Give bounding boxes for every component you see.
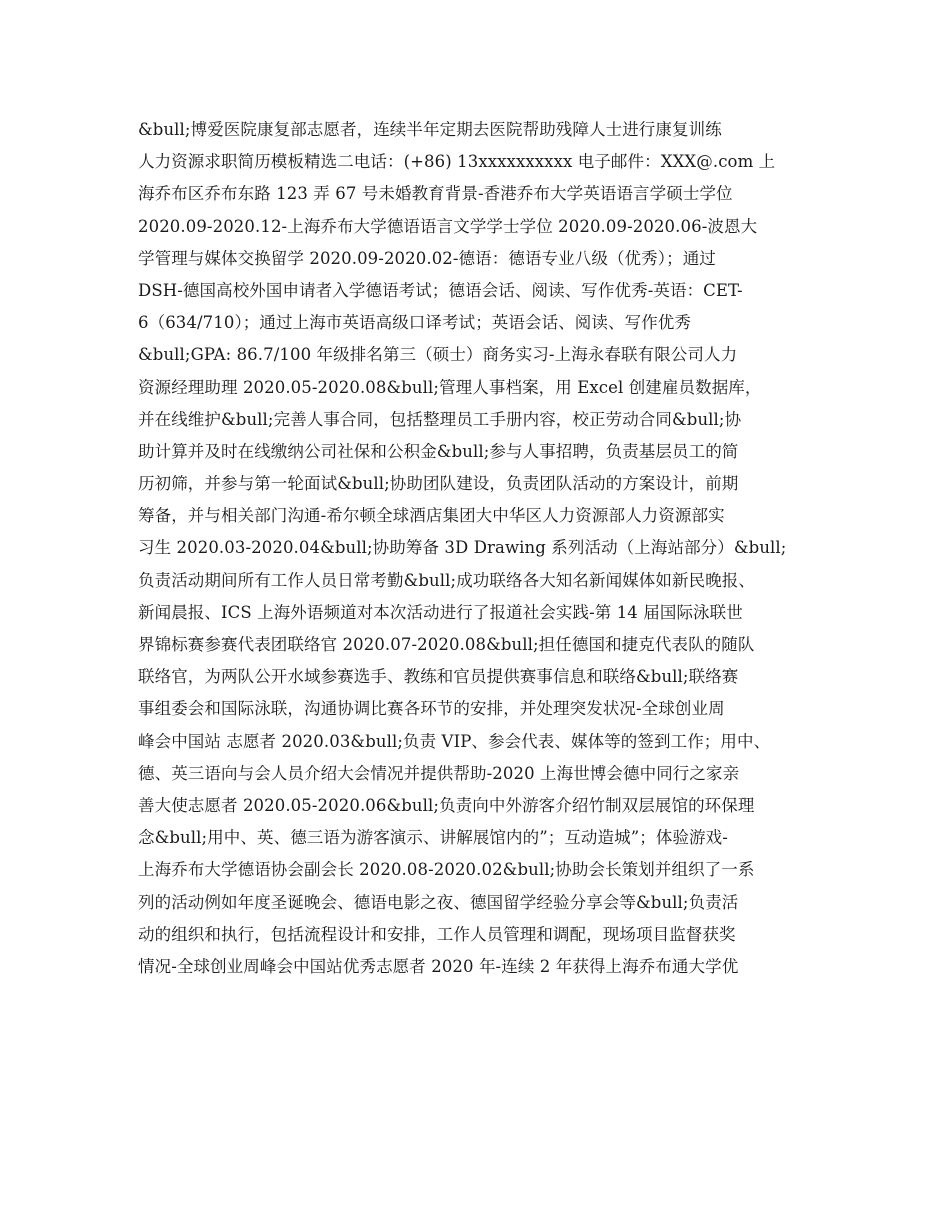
text-line: 助计算并及时在线缴纳公司社保和公积金&bull;参与人事招聘，负责基层员工的简 — [138, 441, 739, 461]
resume-text-body — [138, 114, 838, 983]
text-line: 习生 2020.03-2020.04&bull;协助筹备 3D Drawing 系列活动（上海站部分）&bull; — [138, 538, 787, 558]
text-line: 事组委会和国际泳联，沟通协调比赛各环节的安排，并处理突发状况-全球创业周 — [138, 699, 725, 719]
text-line: 动的组织和执行，包括流程设计和安排，工作人员管理和调配，现场项目监督获奖 — [138, 924, 736, 944]
text-line: &bull;GPA: 86.7/100 年级排名第三（硕士）商务实习-上海永春联有限公司人力 — [138, 345, 738, 365]
text-line: 历初筛，并参与第一轮面试&bull;协助团队建设，负责团队活动的方案设计，前期 — [138, 474, 739, 494]
text-line: 德、英三语向与会人员介绍大会情况并提供帮助-2020 上海世博会德中同行之家亲 — [138, 763, 740, 783]
text-line: 并在线维护&bull;完善人事合同，包括整理员工手册内容，校正劳动合同&bull;协 — [138, 409, 742, 429]
text-line: 上海乔布大学德语协会副会长 2020.08-2020.02&bull;协助会长策划并组织了一系 — [138, 860, 755, 880]
text-line: 筹备，并与相关部门沟通-希尔顿全球酒店集团大中华区人力资源部人力资源部实 — [138, 506, 725, 526]
text-line: 负责活动期间所有工作人员日常考勤&bull;成功联络各大知名新闻媒体如新民晚报、 — [138, 570, 755, 590]
text-line: &bull;博爱医院康复部志愿者，连续半年定期去医院帮助残障人士进行康复训练 — [138, 120, 722, 139]
text-line: 新闻晨报、ICS 上海外语频道对本次活动进行了报道社会实践-第 14 届国际泳联世 — [138, 602, 743, 622]
text-line: 资源经理助理 2020.05-2020.08&bull;管理人事档案，用 Excel 创建雇员数据库， — [138, 377, 762, 397]
text-line: 人力资源求职简历模板精选二电话：(+86) 13xxxxxxxxxx 电子邮件：XXX@.com 上 — [138, 152, 776, 172]
text-line: 2020.09-2020.12-上海乔布大学德语语言文学学士学位 2020.09-2020.06-波恩大 — [138, 216, 758, 236]
text-line: DSH-德国高校外国申请者入学德语考试；德语会话、阅读、写作优秀-英语：CET- — [138, 280, 743, 300]
text-line: 善大使志愿者 2020.05-2020.06&bull;负责向中外游客介绍竹制双层展馆的环保理 — [138, 795, 755, 815]
text-line: 海乔布区乔布东路 123 弄 67 号未婚教育背景-香港乔布大学英语语言学硕士学位 — [138, 184, 733, 204]
text-line: 6（634/710）；通过上海市英语高级口译考试；英语会话、阅读、写作优秀 — [138, 313, 691, 333]
text-line: 联络官，为两队公开水域参赛选手、教练和官员提供赛事信息和联络&bull;联络赛 — [138, 667, 739, 687]
text-line: 界锦标赛参赛代表团联络官 2020.07-2020.08&bull;担任德国和捷克代表队的随队 — [138, 635, 755, 654]
text-line: 峰会中国站 志愿者 2020.03&bull;负责 VIP、参会代表、媒体等的签到工作；用中、 — [138, 731, 771, 751]
text-line: 念&bull;用中、英、德三语为游客演示、讲解展馆内的”；互动造城”；体验游戏- — [138, 828, 728, 848]
text-line: 学管理与媒体交换留学 2020.09-2020.02-德语：德语专业八级（优秀）；通过 — [138, 248, 716, 268]
text-line: 情况-全球创业周峰会中国站优秀志愿者 2020 年-连续 2 年获得上海乔布通大学优 — [138, 956, 739, 976]
text-line: 列的活动例如年度圣诞晚会、德语电影之夜、德国留学经验分享会等&bull;负责活 — [138, 892, 739, 912]
